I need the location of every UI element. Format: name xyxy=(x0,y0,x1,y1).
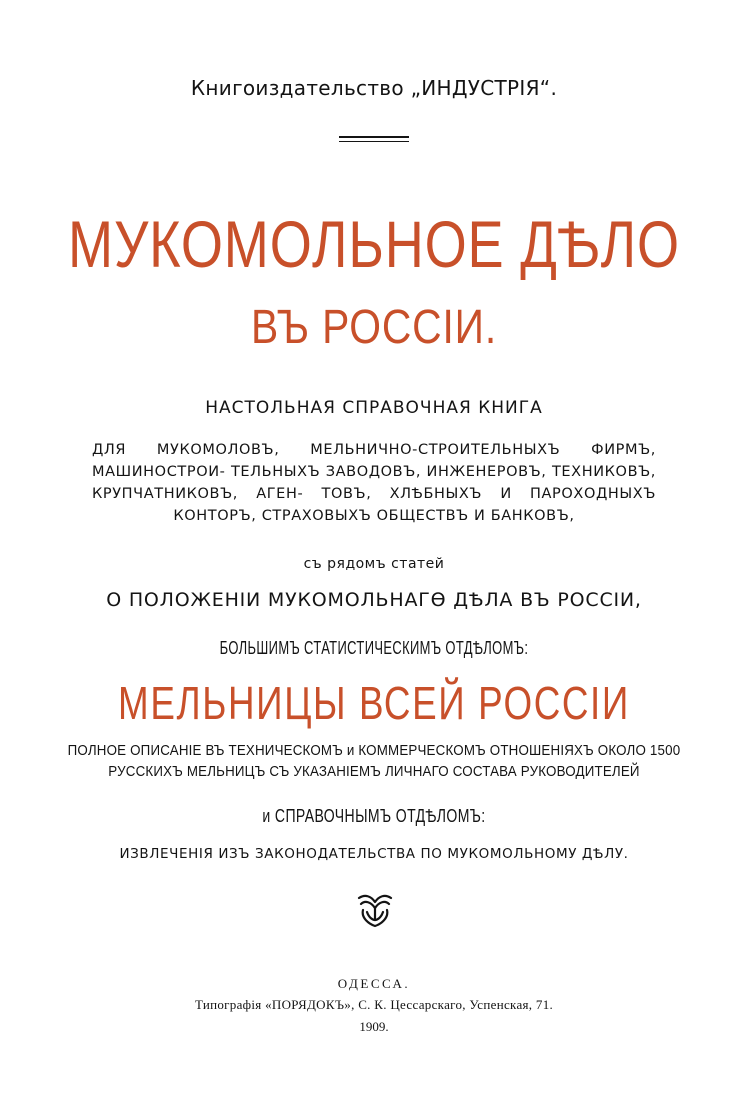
mills-description-line-2: РУССКИХЪ МЕЛЬНИЦЪ СЪ УКАЗАНІЕМЪ ЛИЧНАГО СОСТАВА РУКОВОДИТЕЛЕЙ xyxy=(108,764,640,780)
imprint-printer: Типографія «ПОРЯДОКЪ», С. К. Цессарскаго, Успенская, 71. xyxy=(194,997,554,1012)
extracts-line: ИЗВЛЕЧЕНІЯ ИЗЪ ЗАКОНОДАТЕЛЬСТВА ПО МУКОМОЛЬНОМУ ДѢЛУ. xyxy=(119,846,629,862)
audience-paragraph: ДЛЯ МУКОМОЛОВЪ, МЕЛЬНИЧНО-СТРОИТЕЛЬНЫХЪ ФИРМЪ, МАШИНОСТРОИ- ТЕЛЬНЫХЪ ЗАВОДОВЪ, ИНЖЕНЕРОВЪ, ТЕХНИКОВЪ, КРУПЧАТНИКОВЪ, АГЕН- ТОВЪ, ХЛѢБНЫХЪ И ПАРОХОДНЫХЪ КОНТОРЪ, СТРАХОВЫХЪ ОБЩЕСТВЪ И БАНКОВЪ, xyxy=(92,442,656,524)
section-russia-milling: О ПОЛОЖЕНІИ МУКОМОЛЬНАГѲ ДѢЛА ВЪ РОССІИ, xyxy=(106,589,642,611)
divider-rule-top xyxy=(339,136,409,138)
mills-description-line-1: ПОЛНОЕ ОПИСАНІЕ ВЪ ТЕХНИЧЕСКОМЪ и КОММЕРЧЕСКОМЪ ОТНОШЕНІЯХЪ ОКОЛО 1500 xyxy=(67,743,681,759)
divider-rule-bottom xyxy=(339,141,409,142)
decorative-knot-icon xyxy=(355,890,395,930)
publisher-line: Книгоиздательство „ИНДУСТРІЯ“. xyxy=(190,76,558,100)
imprint-year: 1909. xyxy=(359,1019,389,1034)
book-title-line-1: МУКОМОЛЬНОЕ ДѢЛО xyxy=(68,207,680,281)
book-title-line-2: ВЪ РОССІИ. xyxy=(250,301,498,354)
section-reference: и СПРАВОЧНЫМЪ ОТДѢЛОМЪ: xyxy=(262,806,486,826)
with-articles-line: съ рядомъ статей xyxy=(303,556,445,572)
mills-title: МЕЛЬНИЦЫ ВСЕЙ РОССІИ xyxy=(118,677,630,729)
book-subtitle: НАСТОЛЬНАЯ СПРАВОЧНАЯ КНИГА xyxy=(205,398,543,418)
section-statistics: БОЛЬШИМЪ СТАТИСТИЧЕСКИМЪ ОТДѢЛОМЪ: xyxy=(219,638,529,658)
imprint-city: ОДЕССА. xyxy=(337,976,411,991)
